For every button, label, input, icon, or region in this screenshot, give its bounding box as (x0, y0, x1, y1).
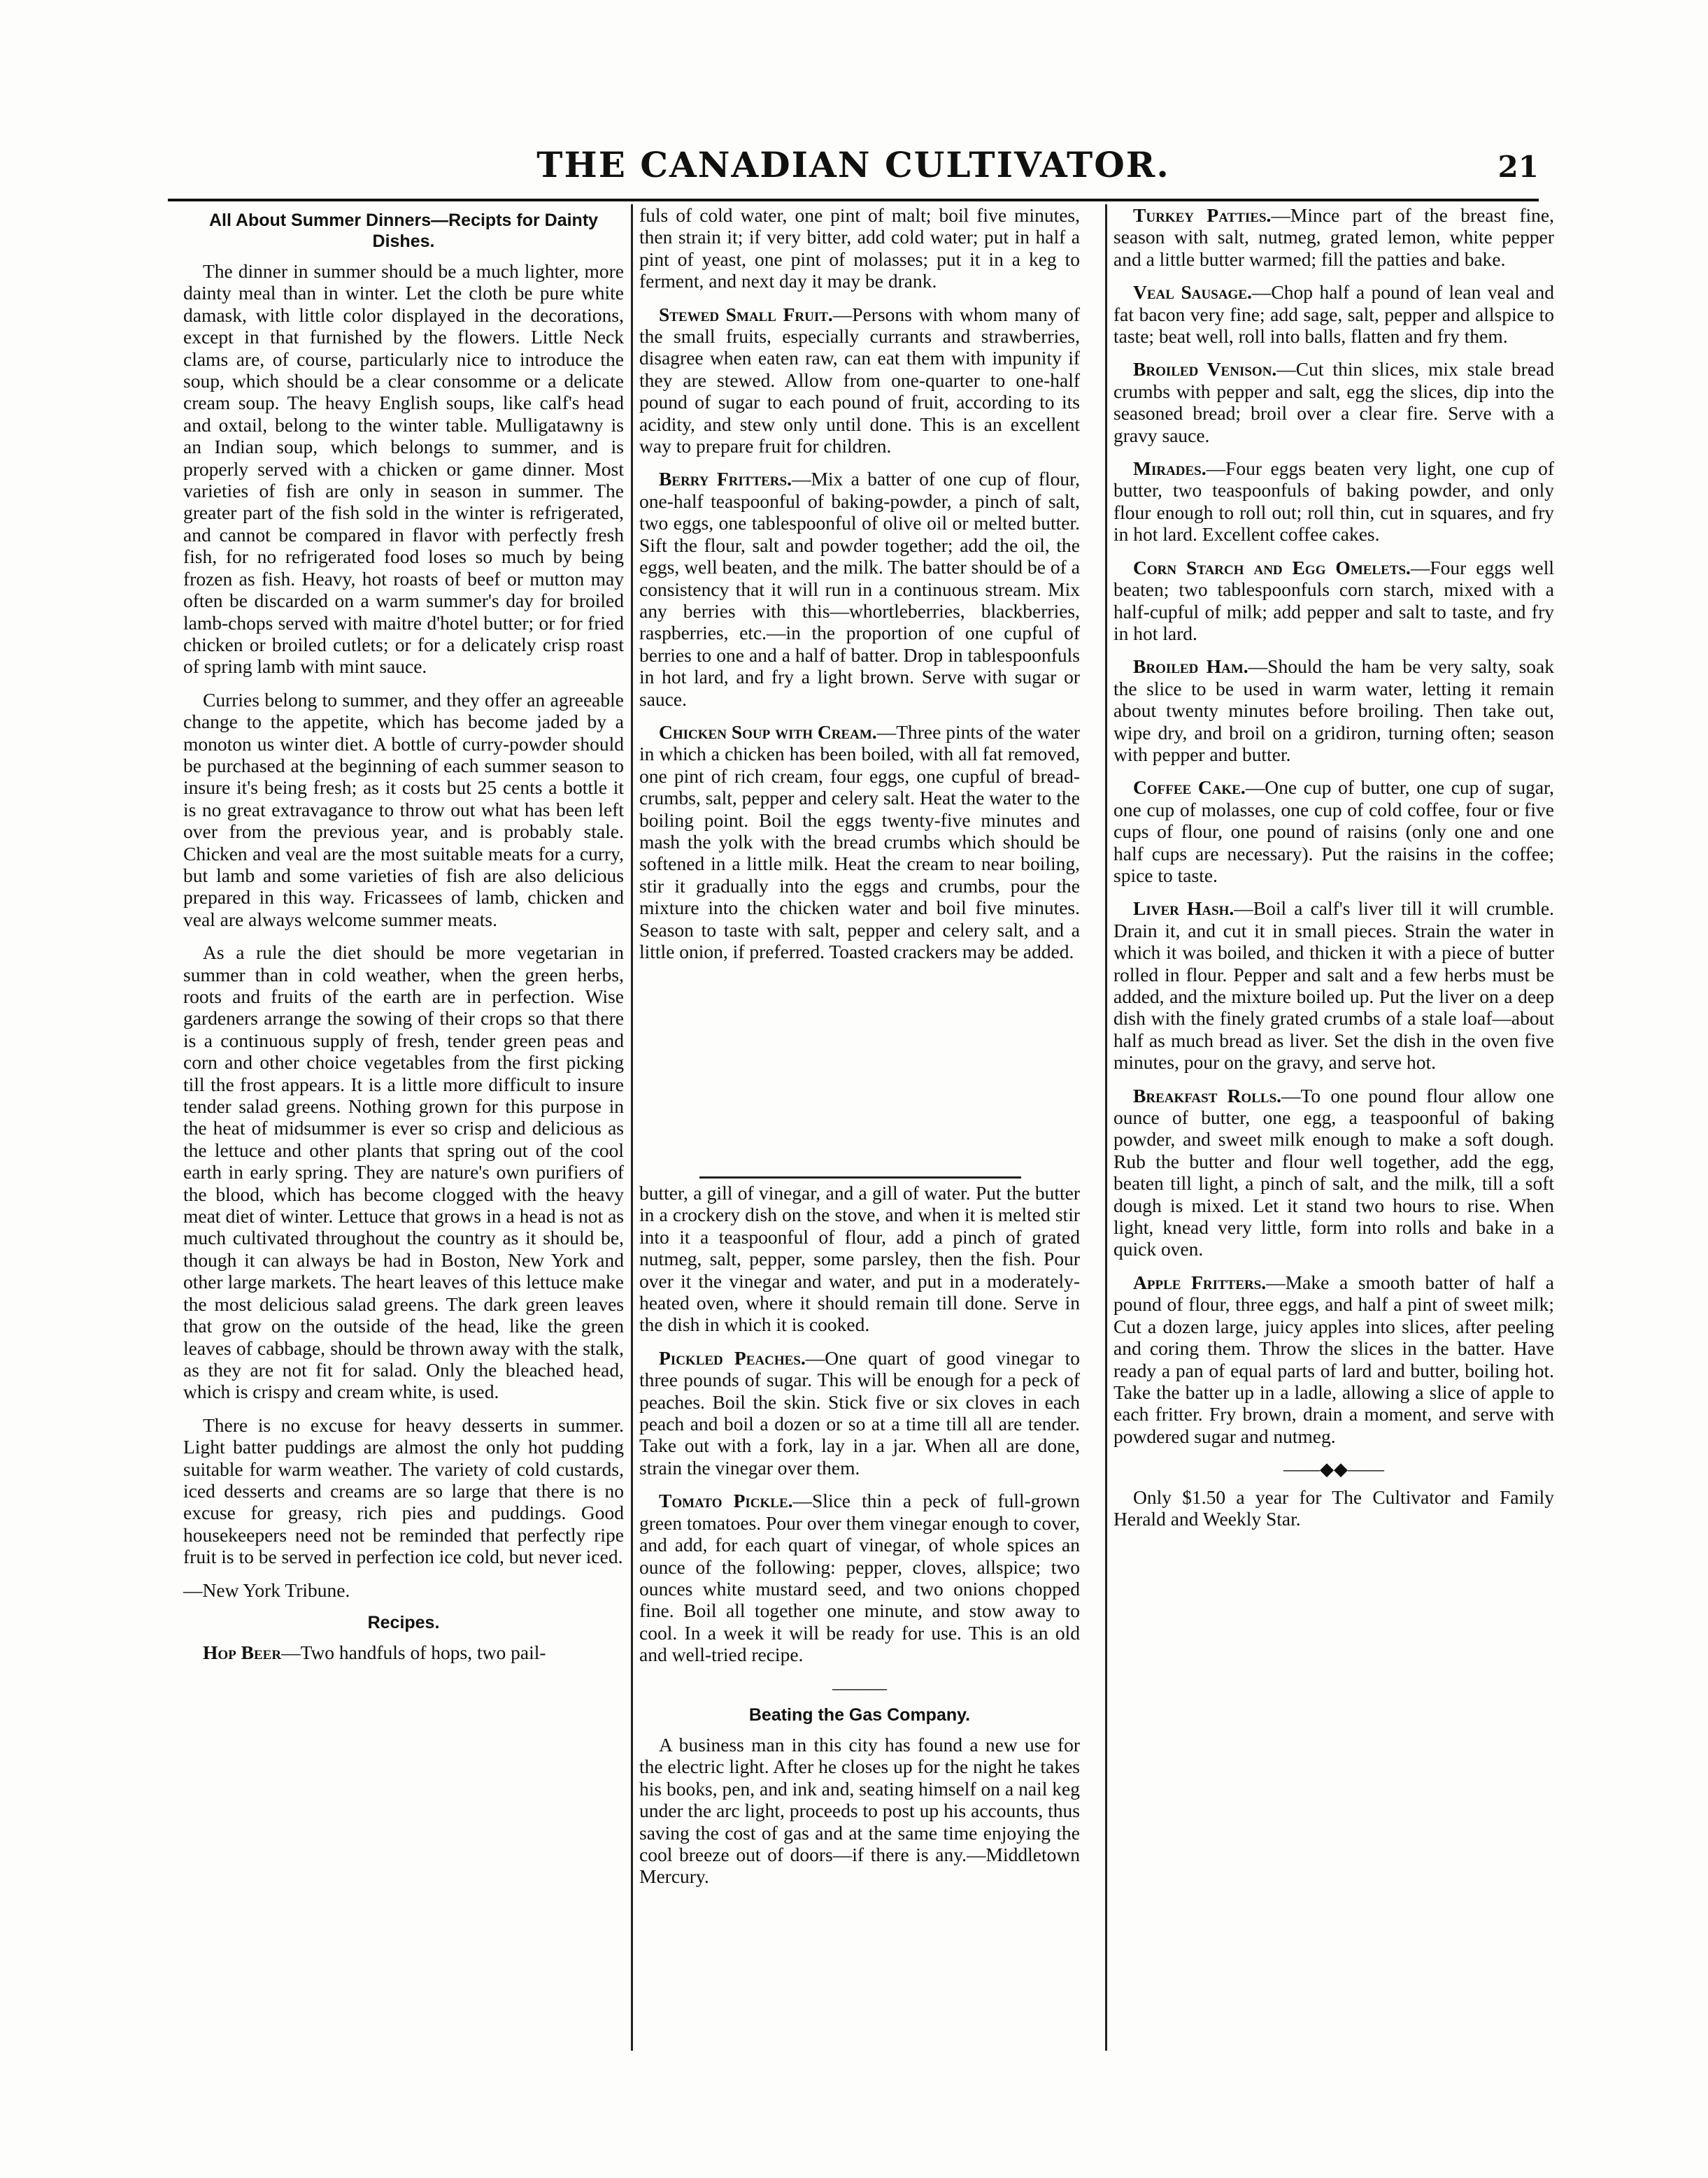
recipe-paragraph (1113, 204, 1554, 270)
recipe-text: —Slice thin a peck of full-grown green tomatoes. Pour over them vinegar enough to cover, and add, for each quart of vinegar, of whole spices an ounce of the following: pepper, cloves, allspice; two ounces white mustard seed, and two onions chopped fine. Boil all together one minute, and stow away to cool. In a week it will be ready for use. This is an old and well-tried recipe. (639, 1490, 1081, 1666)
recipe-text: —Cut thin slices, mix stale bread crumbs with pepper and salt, egg the slices, dip into the seasoned bread; broil over a clear fire. Serve with a gravy sauce. (1113, 358, 1554, 446)
recipe-text: —Make a smooth batter of half a pound of flour, three eggs, and half a pint of sweet milk; Cut a dozen large, juicy apples into slices, after peeling and coring them. Throw the slices in the batter. Have ready a pan of equal parts of lard and butter, boiling hot. Take the batter up in a ladle, allowing a slice of apple to each fritter. Fry brown, drain a moment, and serve with powdered sugar and nutmeg. (1113, 1271, 1554, 1447)
recipe-text: —One cup of butter, one cup of sugar, one cup of molasses, one cup of cold coffee, four or five cups of flour, one pound of raisins (only one and one half cups are necessary). Put the raisins in the coffee; spice to taste. (1113, 776, 1554, 886)
article-paragraph: Curries belong to summer, and they offer an agreeable change to the appetite, which has become jaded by a monoton us winter diet. A bottle of curry-powder should be purchased at the beginning of each summer season to insure it's being fresh; as it costs but 25 cents a bottle it is no great extravagance to throw out what has been left over from the previous year, and is probably stale. Chicken and veal are the most suitable meats for a curry, but lamb and some varieties of fish are also delicious prepared in this way. Fricassees of lamb, chicken and veal are always welcome summer meats. (183, 688, 624, 930)
recipe-paragraph (639, 468, 1080, 709)
section-rule (699, 1176, 1021, 1179)
recipe-label: Broiled Ham. (1133, 655, 1248, 678)
recipe-label: Pickled Peaches. (659, 1346, 806, 1369)
recipe-label: Turkey Patties. (1133, 204, 1272, 226)
recipe-label: Berry Fritters. (659, 468, 792, 490)
article-paragraph: A business man in this city has found a new use for the electric light. After he closes up for the night he takes his books, pen, and ink and, seating himself on a nail keg under the arc light, proceeds to post up his accounts, thus saving the cost of gas and at the same time enjoying the cool breeze out of doors—if there is any.—Middletown Mercury. (639, 1733, 1080, 1888)
recipe-label: Breakfast Rolls. (1133, 1084, 1282, 1106)
column-divider (631, 204, 633, 2051)
recipe-paragraph (1113, 897, 1554, 1073)
recipe-label: Mirades. (1133, 457, 1207, 480)
divider-ornament: ——— (832, 1677, 887, 1698)
recipe-paragraph (1113, 1085, 1554, 1260)
recipe-text: —Two handfuls of hops, two pail- (281, 1641, 546, 1663)
recipe-label: Stewed Small Fruit. (659, 303, 833, 325)
recipe-text: —Mince part of the breast fine, season with salt, nutmeg, grated lemon, white pepper and a little butter warmed; fill the patties and bake. (1113, 204, 1554, 270)
recipe-text: —Chop half a pound of lean veal and fat bacon very fine; add sage, salt, pepper and allspice to taste; beat well, roll into balls, flatten and fry them. (1113, 281, 1554, 348)
masthead (168, 140, 1539, 196)
recipe-text: —Persons with whom many of the small fruits, especially currants and strawberries, disagree when eaten raw, can eat them with impunity if they are stewed. Allow from one-quarter to one-half pound of sugar to each pound of fruit, according to its acidity, and stew only until done. This is an excellent way to prepare fruit for children. (639, 303, 1080, 457)
recipe-paragraph (1113, 655, 1554, 765)
article-paragraph: There is no excuse for heavy desserts in summer. Light batter puddings are almost the only hot pudding suitable for warm weather. The variety of cold custards, iced desserts and creams are so large that there is no excuse for greasy, rich pies and puddings. Good housekeepers need not be reminded that perfectly ripe fruit is to be served in perfection ice cold, but never iced. (183, 1414, 624, 1568)
recipe-label: Chicken Soup with Cream. (659, 720, 877, 743)
page-title: THE CANADIAN CULTIVATOR. (536, 144, 1170, 185)
recipe-label: Tomato Pickle. (659, 1490, 793, 1512)
recipe-paragraph (1113, 281, 1554, 347)
recipe-label: Veal Sausage. (1133, 281, 1252, 304)
recipe-paragraph (639, 721, 1080, 962)
recipe-paragraph (1113, 1272, 1554, 1447)
recipe-text: —To one pound flour allow one ounce of butter, one egg, a teaspoonful of baking powder, and sweet milk enough to make a soft dough. Rub the butter and flour well together, add the egg, beaten till light, a pinch of salt, and the milk, till a soft dough is mixed. Let it stand two hours to rise. When light, knead very little, form into rolls and bake in a quick oven. (1113, 1084, 1554, 1260)
recipe-label: Coffee Cake. (1133, 776, 1246, 799)
recipe-text: —One quart of good vinegar to three pounds of sugar. This will be enough for a peck of peaches. Boil the skin. Stick five or six cloves in each peach and boil a dozen or so at a time till all are tender. Take out with a fork, lay in a jar. When all are done, strain the vinegar over them. (639, 1346, 1080, 1479)
recipe-paragraph: fuls of cold water, one pint of malt; boil five minutes, then strain it; if very bitter, add cold water; put in half a pint of yeast, one pint of molasses; put it in a keg to ferment, and next day it may be drank. (639, 204, 1080, 292)
recipe-text: —Should the ham be very salty, soak the slice to be used in warm water, letting it remain about twenty minutes before broiling. Then take out, wipe dry, and broil on a gridiron, turning often; season with pepper and butter. (1113, 655, 1554, 765)
article-paragraph: As a rule the diet should be more vegetarian in summer than in cold weather, when the green herbs, roots and fruits of the earth are in perfection. Wise gardeners arrange the sowing of their crops so that there is a continuous supply of fresh, tender green peas and corn and other choice vegetables from the first picking till the frost appears. It is a little more difficult to insure tender salad greens. Nothing grown for this purpose in the heat of midsummer is ever so crisp and delicious as the lettuce and other plants that spring out of the cool earth in early spring. They are nature's own purifiers of the blood, which has become clogged with the heavy meat diet of winter. Lettuce that grows in a head is not as much cultivated throughout the country as it should be, though it can always be had in Boston, New York and other large markets. The heart leaves of this lettuce make the most delicious salad greens. The dark green leaves that grow on the outside of the head, like the green leaves of cabbage, should be thrown away with the stalk, as they are not fit for salad. Only the bleached head, which is crispy and cream white, is used. (183, 941, 624, 1403)
recipe-paragraph (1113, 776, 1554, 886)
recipe-paragraph (1113, 358, 1554, 446)
article-heading: Beating the Gas Company. (748, 1704, 971, 1725)
recipe-text: —Three pints of the water in which a chicken has been boiled, with all fat removed, one pint of rich cream, four eggs, one cupful of bread-crumbs, salt, pepper and celery salt. Heat the water to the boiling point. Boil the eggs twenty-five minutes and mash the yolk with the bread crumbs which should be softened in a little milk. Heat the cream to near boiling, stir it gradually into the eggs and crumbs, pour the mixture into the chicken water and boil five minutes. Season to taste with salt, pepper and celery salt, and a little onion, if preferred. Toasted crackers may be added. (639, 720, 1080, 962)
column-3 (1113, 204, 1554, 2058)
article-heading: All About Summer Dinners—Recipts for Dainty Dishes. (208, 211, 599, 251)
column-2-bottom (639, 1182, 1080, 2042)
recipe-text: —Boil a calf's liver till it will crumble. Drain it, and cut it in small pieces. Strain the water in which it was boiled, and thicken it with a piece of butter rolled in flour. Pepper and salt and a few herbs must be added, and the mixture boiled up. Put the liver on a deep dish with the finely grated crumbs of a stale loaf—about half as much bread as liver. Set the dish in the oven five minutes, pour on the gravy, and serve hot. (1113, 897, 1554, 1074)
subscription-ad: Only $1.50 a year for The Cultivator and Family Herald and Weekly Star. (1113, 1486, 1554, 1530)
recipe-label: Corn Starch and Egg Omelets. (1133, 556, 1411, 578)
column-divider (1105, 204, 1107, 2051)
recipe-text: —Mix a batter of one cup of flour, one-half teaspoonful of baking-powder, a pinch of salt, two eggs, one tablespoonful of olive oil or melted butter. Sift the flour, salt and powder together; add the oil, the eggs, well beaten, and the milk. The batter should be of a consistency that it will run in a continuous stream. Mix any berries with this—whortleberries, blackberries, raspberries, etc.—in the proportion of one cupful of berries to one and a half of batter. Drop in tablespoonfuls in hot lard, and fry a light brown. Serve with sugar or sauce. (639, 468, 1081, 710)
recipe-label: Apple Fritters. (1133, 1271, 1267, 1293)
recipe-text: —Four eggs well beaten; two tablespoonfuls corn starch, mixed with a half-cupful of milk; add pepper and salt to taste, and fry in hot lard. (1113, 556, 1554, 644)
recipe-paragraph (639, 304, 1080, 457)
recipe-paragraph (1113, 557, 1554, 645)
recipe-paragraph (1113, 457, 1554, 546)
recipe-paragraph: butter, a gill of vinegar, and a gill of water. Put the butter in a crockery dish on the stove, and when it is melted stir into it a teaspoonful of flour, add a pinch of grated nutmeg, salt, pepper, some parsley, then the fish. Pour over it the vinegar and water, and put in a moderately-heated oven, where it should remain till done. Serve in the dish in which it is cooked. (639, 1182, 1080, 1336)
recipe-paragraph (639, 1490, 1080, 1665)
page-number: 21 (1497, 150, 1539, 184)
header-rule (168, 199, 1539, 201)
divider-ornament: ——◆◆—— (1283, 1459, 1384, 1480)
article-source: —New York Tribune. (183, 1579, 350, 1601)
recipe-label: Liver Hash. (1133, 897, 1234, 920)
column-1 (183, 204, 624, 2058)
recipe-text: —Four eggs beaten very light, one cup of butter, two teaspoonfuls of baking powder, and only flour enough to roll out; roll thin, cut in squares, and fry in hot lard. Excellent coffee cakes. (1113, 457, 1554, 546)
recipe-paragraph (183, 1642, 624, 1663)
recipe-paragraph (639, 1347, 1080, 1479)
recipe-label: Hop Beer (203, 1641, 282, 1663)
article-paragraph: The dinner in summer should be a much lighter, more dainty meal than in winter. Let the cloth be pure white damask, with little color displayed in the decorations, except in that furnished by the flowers. Little Neck clams are, of course, particularly nice to introduce the soup, which should be a clear consomme or a delicate cream soup. The heavy English soups, like calf's head and oxtail, belong to the winter table. Mulligatawny is an Indian soup, which belongs to summer, and is properly served with a chicken or game dinner. Most varieties of fish are only in season in summer. The greater part of the fish sold in the winter is refrigerated, and cannot be compared in flavor with perfectly fresh fish, for no refrigerated food loses so much by being frozen as fish. Heavy, hot roasts of beef or mutton may often be discarded on a warm summer's day for broiled lamb-chops served with maitre d'hotel butter; or for fried chicken or broiled cutlets; or for a delicately crisp roast of spring lamb with mint sauce. (183, 260, 624, 678)
recipes-heading: Recipes. (367, 1612, 440, 1632)
recipe-label: Broiled Venison. (1133, 358, 1277, 380)
